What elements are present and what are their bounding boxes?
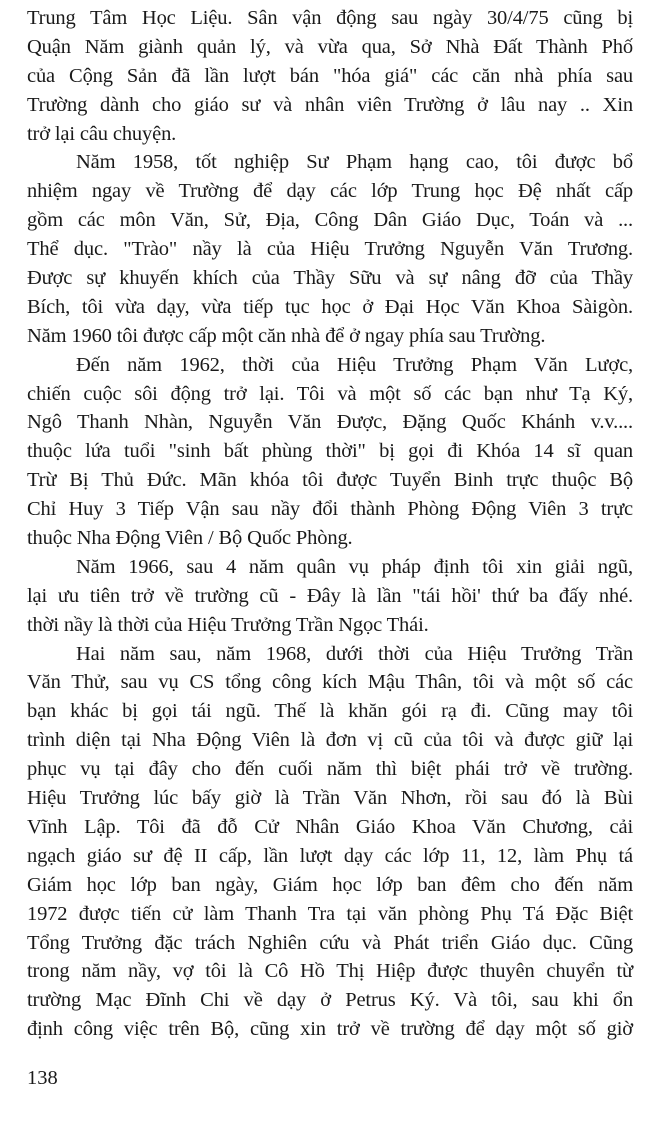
text-line: thuộc Nha Động Viên / Bộ Quốc Phòng. [27,527,353,550]
text-line: gồm các môn Văn, Sử, Địa, Công Dân Giáo Dục, Toán và ... [27,209,633,232]
paragraph [27,640,633,1044]
text-line: trong năm nầy, vợ tôi là Cô Hồ Thị Hiệp được thuyên chuyển từ [27,960,633,983]
text-line: định công việc trên Bộ, cũng xin trở về trường để dạy một số giờ [27,1018,633,1041]
text-line: Trừ Bị Thủ Đức. Mãn khóa tôi được Tuyển Binh trực thuộc Bộ [27,469,633,492]
text-line: trình diện tại Nha Động Viên là đơn vị cũ của tôi và được giữ lại [27,729,633,752]
text-line: Năm 1958, tốt nghiệp Sư Phạm hạng cao, tôi được bổ [76,151,633,174]
text-line: 1972 được tiến cử làm Thanh Tra tại văn phòng Phụ Tá Đặc Biệt [27,902,633,925]
text-line: Văn Thử, sau vụ CS tổng công kích Mậu Thân, tôi và một số các [27,671,633,694]
text-line: trường Mạc Đĩnh Chi về dạy ở Petrus Ký. Và tôi, sau khi ổn [27,989,633,1012]
text-line: lại ưu tiên trở về trường cũ - Đây là lần "tái hồi' thứ ba đấy nhé. [27,584,633,607]
text-line: Năm 1960 tôi được cấp một căn nhà để ở ngay phía sau Trường. [27,324,546,347]
page-number: 138 [27,1067,58,1089]
text-line: Giám học lớp ban ngày, Giám học lớp ban đêm cho đến năm [27,873,633,896]
text-line: thuộc lứa tuổi "sinh bất phùng thời" bị gọi đi Khóa 14 sĩ quan [27,440,633,463]
text-line: Trung Tâm Học Liệu. Sân vận động sau ngày 30/4/75 cũng bị [27,7,633,29]
text-line: Tổng Trưởng đặc trách Nghiên cứu và Phát triển Giáo dục. Cũng [27,931,633,954]
text-line: trở lại câu chuyện. [27,122,177,145]
text-line: Chỉ Huy 3 Tiếp Vận sau nầy đổi thành Phòng Động Viên 3 trực [27,498,633,521]
paragraph [27,4,633,148]
text-line: Hiệu Trưởng lúc bấy giờ là Trần Văn Nhơn, rồi sau đó là Bùi [27,787,633,810]
text-line: Trường dành cho giáo sư và nhân viên Trường ở lâu nay .. Xin [27,93,633,116]
paragraph [27,553,633,640]
paragraph [27,148,633,350]
text-line: Hai năm sau, năm 1968, dưới thời của Hiệu Trưởng Trần [76,642,633,665]
text-line: Thể dục. "Trào" nầy là của Hiệu Trưởng Nguyễn Văn Trương. [27,238,633,261]
text-line: của Cộng Sản đã lần lượt bán "hóa giá" các căn nhà phía sau [27,64,633,87]
text-line: Ngô Thanh Nhàn, Nguyễn Văn Được, Đặng Quốc Khánh v.v.... [27,411,633,434]
text-line: Được sự khuyến khích của Thầy Sữu và sự nâng đỡ của Thầy [27,267,633,290]
text-line: thời nầy là thời của Hiệu Trưởng Trần Ngọc Thái. [27,613,429,636]
text-line: Bích, tôi vừa dạy, vừa tiếp tục học ở Đại Học Văn Khoa Sàigòn. [27,295,633,318]
text-line: nhiệm ngay về Trường để dạy các lớp Trung học Đệ nhất cấp [27,180,633,203]
text-line: phục vụ tại đây cho đến cuối năm thì biệt phái trở về trường. [27,758,633,781]
text-line: Quận Năm giành quản lý, và vừa qua, Sở Nhà Đất Thành Phố [27,35,633,58]
text-line: bạn khác bị gọi tái ngũ. Thế là khăn gói rạ đi. Cũng may tôi [27,700,633,723]
text-line: Đến năm 1962, thời của Hiệu Trưởng Phạm Văn Lược, [76,353,633,376]
text-line: chiến cuộc sôi động trở lại. Tôi và một số các bạn như Tạ Ký, [27,382,633,405]
paragraph [27,351,633,553]
book-page [27,4,633,1044]
text-line: Năm 1966, sau 4 năm quân vụ pháp định tôi xin giải ngũ, [76,555,633,578]
text-line: Vĩnh Lập. Tôi đã đỗ Cử Nhân Giáo Khoa Văn Chương, cải [27,815,633,838]
text-line: ngạch giáo sư đệ II cấp, lần lượt dạy các lớp 11, 12, làm Phụ tá [27,844,633,867]
